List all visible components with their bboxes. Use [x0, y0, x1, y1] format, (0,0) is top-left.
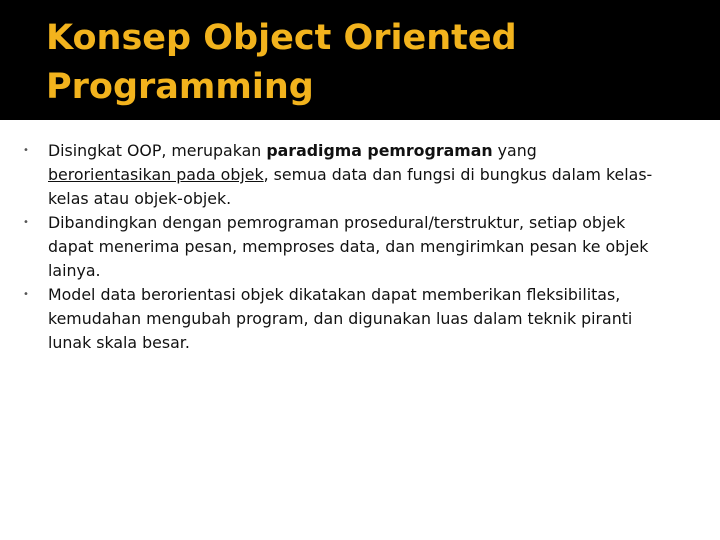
bullet-text: [48, 139, 658, 211]
bullet-text: [48, 211, 658, 283]
bullet-list: [0, 139, 720, 355]
bullet-item: [0, 211, 720, 283]
text-segment: yang: [492, 141, 537, 160]
title-bar: [0, 0, 720, 120]
bullet-item: [0, 283, 720, 355]
slide-title: Konsep Object Oriented Programming: [46, 18, 517, 107]
bold-term: paradigma pemrograman: [266, 141, 493, 160]
underlined-term: berorientasikan pada objek: [48, 165, 264, 184]
bullet-icon: •: [23, 289, 29, 300]
bullet-icon: •: [23, 217, 29, 228]
bullet-text: [48, 283, 658, 355]
bullet-icon: •: [23, 145, 29, 156]
text-segment: Model data berorientasi objek dikatakan dapat memberikan fleksibilitas, kemudahan mengubah program, dan digunakan luas dalam teknik piranti lunak skala besar.: [48, 285, 633, 352]
text-segment: Dibandingkan dengan pemrograman prosedural/terstruktur, setiap objek dapat menerima pesan, memproses data, dan mengirimkan pesan ke objek lainya.: [48, 213, 649, 280]
bullet-item: [0, 139, 720, 211]
text-segment: Disingkat OOP, merupakan: [48, 141, 267, 160]
text-segment: , semua data dan fungsi di bungkus dalam kelas-kelas atau objek-objek.: [48, 165, 653, 208]
